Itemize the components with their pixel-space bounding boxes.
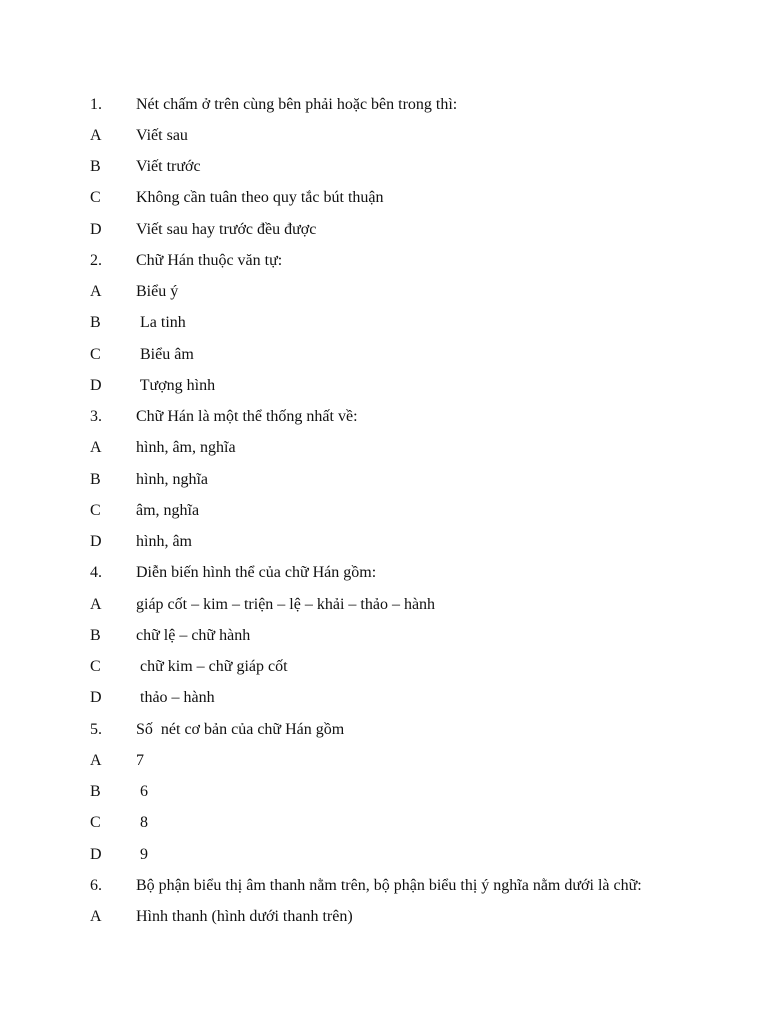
- option-text: âm, nghĩa: [136, 501, 200, 519]
- option-text: hình, âm: [136, 533, 192, 551]
- option-text: Biểu ý: [136, 283, 179, 301]
- question-number: 5.: [90, 720, 102, 738]
- option-label: C: [90, 345, 101, 363]
- question-text: Bộ phận biểu thị âm thanh nằm trên, bộ phận biểu thị ý nghĩa nằm dưới là chữ:: [136, 876, 642, 894]
- question-text: Diễn biến hình thể của chữ Hán gồm:: [136, 564, 377, 582]
- option-text: 6: [136, 783, 148, 801]
- option-text: Biểu âm: [136, 345, 194, 363]
- option-text: 7: [136, 751, 144, 769]
- question-list: [90, 89, 730, 933]
- question-6: [90, 870, 730, 901]
- option-label: B: [90, 314, 101, 332]
- question-number: 1.: [90, 95, 102, 113]
- question-4: [90, 558, 730, 589]
- option-text: giáp cốt – kim – triện – lệ – khải – thảo – hành: [136, 595, 436, 613]
- option-text: Viết trước: [136, 158, 201, 176]
- option-text: 8: [136, 814, 148, 832]
- answer-option-c: [90, 808, 730, 839]
- answer-option-b: [90, 152, 730, 183]
- option-text: Không cần tuân theo quy tắc bút thuận: [136, 189, 384, 207]
- option-label: A: [90, 751, 102, 769]
- answer-option-b: [90, 620, 730, 651]
- question-3: [90, 402, 730, 433]
- question-number: 2.: [90, 251, 102, 269]
- question-text: Chữ Hán là một thể thống nhất về:: [136, 408, 358, 426]
- option-text: chữ lệ – chữ hành: [136, 626, 251, 644]
- answer-option-d: [90, 839, 730, 870]
- option-label: C: [90, 814, 101, 832]
- option-text: Hình thanh (hình dưới thanh trên): [136, 908, 353, 926]
- answer-option-d: [90, 527, 730, 558]
- option-text: Viết sau: [136, 126, 188, 144]
- answer-option-a: [90, 433, 730, 464]
- option-text: 9: [136, 845, 148, 863]
- question-5: [90, 714, 730, 745]
- option-label: B: [90, 626, 101, 644]
- option-label: C: [90, 501, 101, 519]
- answer-option-a: [90, 277, 730, 308]
- option-label: D: [90, 533, 102, 551]
- answer-option-b: [90, 464, 730, 495]
- option-label: C: [90, 658, 101, 676]
- option-text: hình, nghĩa: [136, 470, 208, 488]
- answer-option-c: [90, 183, 730, 214]
- option-label: C: [90, 189, 101, 207]
- question-1: [90, 89, 730, 120]
- option-label: D: [90, 376, 102, 394]
- option-label: B: [90, 158, 101, 176]
- option-label: B: [90, 470, 101, 488]
- option-text: Viết sau hay trước đều được: [136, 220, 317, 238]
- question-number: 6.: [90, 876, 102, 894]
- option-text: La tinh: [136, 314, 186, 332]
- answer-option-a: [90, 745, 730, 776]
- answer-option-d: [90, 370, 730, 401]
- answer-option-b: [90, 777, 730, 808]
- question-number: 4.: [90, 564, 102, 582]
- option-text: chữ kim – chữ giáp cốt: [136, 658, 288, 676]
- option-label: A: [90, 439, 102, 457]
- answer-option-c: [90, 495, 730, 526]
- question-text: Số nét cơ bản của chữ Hán gồm: [136, 720, 345, 738]
- option-text: hình, âm, nghĩa: [136, 439, 236, 457]
- answer-option-a: [90, 589, 730, 620]
- answer-option-a: [90, 902, 730, 933]
- option-label: A: [90, 908, 102, 926]
- option-label: B: [90, 783, 101, 801]
- option-label: D: [90, 845, 102, 863]
- answer-option-d: [90, 214, 730, 245]
- question-number: 3.: [90, 408, 102, 426]
- option-text: thảo – hành: [136, 689, 215, 707]
- question-text: Chữ Hán thuộc văn tự:: [136, 251, 283, 269]
- answer-option-b: [90, 308, 730, 339]
- option-text: Tượng hình: [136, 376, 216, 394]
- option-label: D: [90, 689, 102, 707]
- option-label: A: [90, 126, 102, 144]
- answer-option-a: [90, 120, 730, 151]
- question-text: Nét chấm ở trên cùng bên phải hoặc bên trong thì:: [136, 95, 458, 113]
- answer-option-d: [90, 683, 730, 714]
- answer-option-c: [90, 652, 730, 683]
- option-label: A: [90, 283, 102, 301]
- option-label: D: [90, 220, 102, 238]
- option-label: A: [90, 595, 102, 613]
- question-2: [90, 245, 730, 276]
- answer-option-c: [90, 339, 730, 370]
